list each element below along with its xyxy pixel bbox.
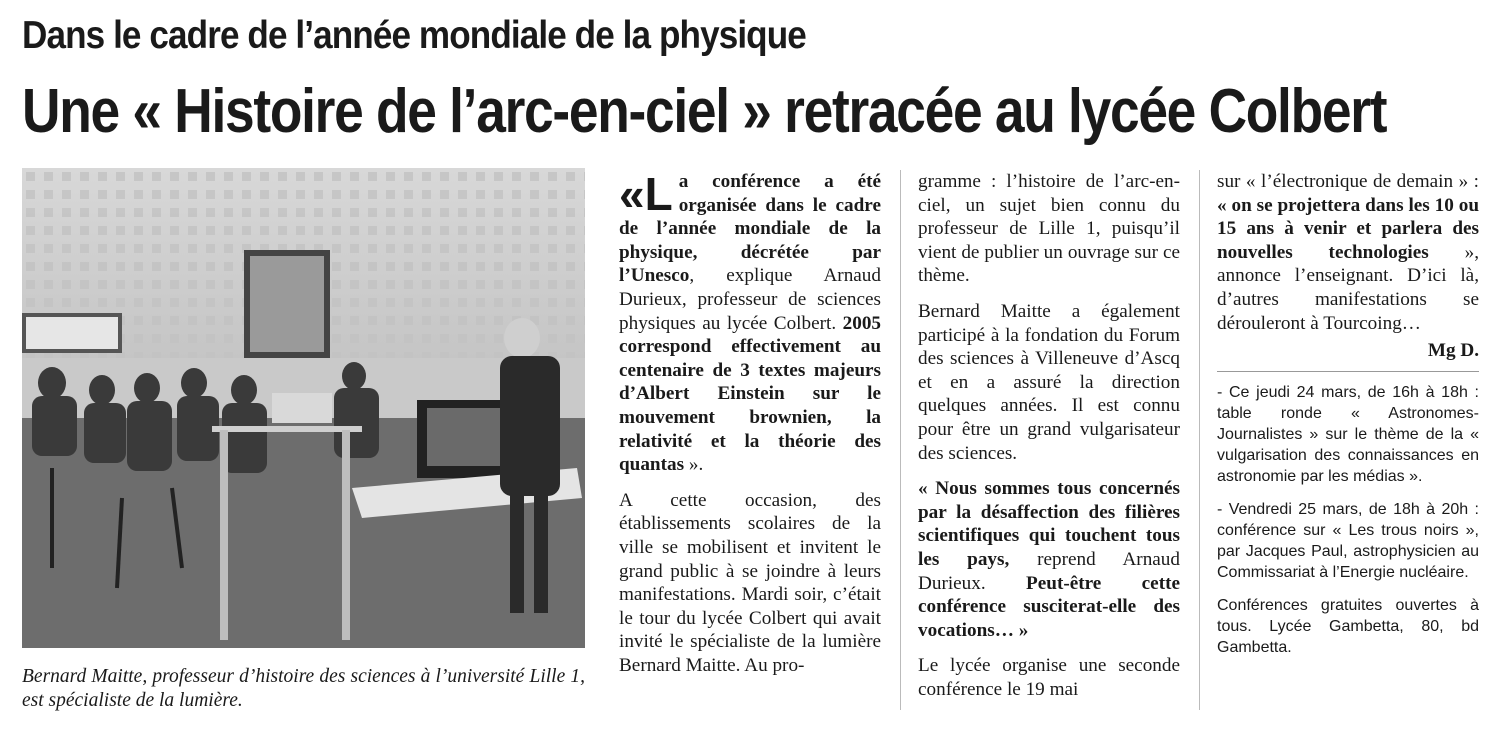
paragraph [619, 170, 881, 477]
drop-cap: «L [619, 168, 673, 220]
column-rule [1199, 170, 1200, 710]
divider [1217, 371, 1479, 372]
kicker-title: Dans le cadre de l’année mondiale de la physique [22, 14, 806, 57]
paragraph: A cette occasion, des établissements scolaires de la ville se mobilisent et invitent le grand public à se joindre à leurs manifestations. Mardi soir, c’était le tour du lycée Colbert qui avait invité le spécialiste de la lumière Bernard Maitte. Au pro- [619, 489, 881, 676]
body-text: reprend Arnaud Durieux. [918, 548, 1180, 594]
paragraph: Bernard Maitte a également participé à la fondation du Forum des sciences à Villeneuve d’Ascq et en a assuré la direction quelques années. Il est connu pour être un grand vulgarisateur des sciences. [918, 300, 1180, 464]
bold-text: « Nous sommes tous concernés par la désaffection des filières scientifiques qui touchent tous les pays, [918, 478, 1180, 570]
body-text: », annonce l’enseignant. D’ici là, d’autres manifestations se dérouleront à Tourcoing… [1217, 241, 1479, 334]
headline: Une « Histoire de l’arc-en-ciel » retracée au lycée Colbert [22, 77, 1387, 146]
paragraph [918, 477, 1180, 642]
photo-caption: Bernard Maitte, professeur d’histoire des sciences à l’université Lille 1, est spécialiste de la lumière. [22, 666, 585, 711]
bold-text: « on se projettera dans les 10 ou 15 ans à venir et parlera des nouvelles technologies [1217, 194, 1479, 263]
article-column-1 [619, 170, 881, 689]
bold-text: Peut-être cette conférence susciterat-elle des vocations… » [918, 572, 1180, 641]
body-text: ». [684, 454, 704, 476]
agenda-item: - Vendredi 25 mars, de 18h à 20h : conférence sur « Les trous noirs », par Jacques Paul, astrophysicien au Commissariat à l’Energie nucléaire. [1217, 500, 1479, 581]
bold-text: a conférence a été organisée dans le cadre de l’année mondiale de la physique, décrétée par l’Unesco [619, 171, 881, 287]
article-column-2 [918, 170, 1180, 713]
paragraph: gramme : l’histoire de l’arc-en-ciel, un sujet bien connu du professeur de Lille 1, puisqu’il vient de publier un ouvrage sur ce thème. [918, 171, 1180, 287]
body-text: sur « l’électronique de demain » : [1217, 171, 1479, 192]
body-text: , explique Arnaud Durieux, professeur de sciences physiques au lycée Colbert. [619, 265, 881, 334]
conference-photo [22, 168, 585, 648]
agenda-item: - Ce jeudi 24 mars, de 16h à 18h : table ronde « Astronomes-Journalistes » sur le thème de la « vulgarisation des connaissances en astronomie par les médias ». [1217, 383, 1479, 485]
paragraph [1217, 170, 1479, 335]
author-signature: Mg D. [1427, 340, 1479, 362]
article-column-3 [1217, 170, 1479, 670]
column-rule [900, 170, 901, 710]
bold-text: 2005 correspond effectivement au centenaire de 3 textes majeurs d’Albert Einstein sur le mouvement brownien, la relativité et la théorie des quantas [619, 312, 881, 476]
paragraph: Le lycée organise une seconde conférence le 19 mai [918, 655, 1180, 700]
agenda-note: Conférences gratuites ouvertes à tous. Lycée Gambetta, 80, bd Gambetta. [1217, 596, 1479, 656]
